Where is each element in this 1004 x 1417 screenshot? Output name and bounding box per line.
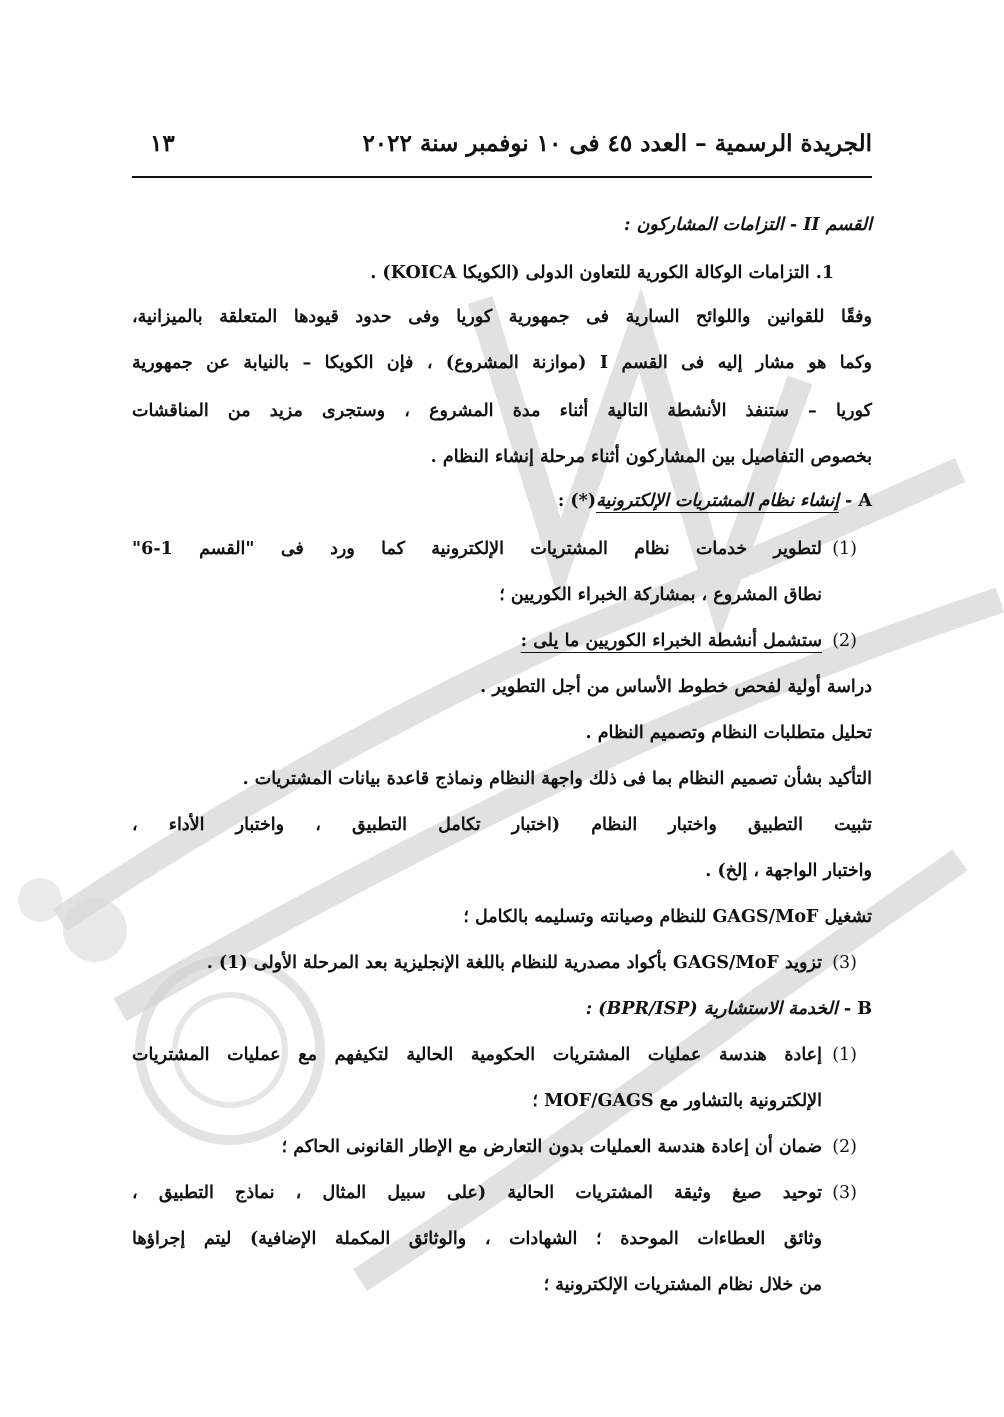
section-heading-text: القسم II - التزامات المشاركون : xyxy=(624,215,872,235)
paragraph-text: بخصوص التفاصيل بين المشاركون أثناء مرحلة إنشاء النظام . xyxy=(430,447,872,467)
list-item-text: إعادة هندسة عمليات المشتريات الحكومية الحالية لتكيفهم مع عمليات المشتريات xyxy=(132,1045,822,1065)
item-1-title xyxy=(370,258,834,288)
list-item-line xyxy=(132,1178,822,1208)
list-item-line xyxy=(132,1040,822,1070)
list-item-text: توحيد صيغ وثيقة المشتريات الحالية (على سبيل المثال ، نماذج التطبيق ، xyxy=(132,1183,822,1203)
paragraph-line xyxy=(132,348,872,378)
list-item-text: ضمان أن إعادة هندسة العمليات بدون التعارض مع الإطار القانونى الحاكم ؛ xyxy=(281,1137,822,1157)
list-number-text: (3) xyxy=(832,953,857,973)
activity-text: دراسة أولية لفحص خطوط الأساس من أجل التطوير . xyxy=(480,677,872,697)
list-number-text: (3) xyxy=(832,1183,857,1203)
header-title: الجريدة الرسمية – العدد ٤٥ فى ١٠ نوفمبر سنة ٢٠٢٢ xyxy=(362,130,872,157)
list-item-line xyxy=(499,580,822,610)
subsection-b-prefix: B - xyxy=(837,999,872,1019)
list-item-text: الإلكترونية بالتشاور مع MOF/GAGS ؛ xyxy=(532,1091,822,1111)
list-number xyxy=(832,1040,857,1070)
activity-line xyxy=(480,672,872,702)
list-item-text: تزويد GAGS/MoF بأكواد مصدرية للنظام باللغة الإنجليزية بعد المرحلة الأولى (1) . xyxy=(206,953,822,973)
header-divider xyxy=(132,176,872,178)
list-number xyxy=(832,626,857,656)
list-item-line xyxy=(132,534,822,564)
list-number xyxy=(832,948,857,978)
item-1-title-text: 1. التزامات الوكالة الكورية للتعاون الدولى (الكويكا KOICA) . xyxy=(370,263,834,283)
subsection-b-title: الخدمة الاستشارية (BPR/ISP) : xyxy=(585,999,838,1019)
paragraph-text: وفقًا للقوانين واللوائح السارية فى جمهورية كوريا وفى حدود قيودها المتعلقة بالميزانية، xyxy=(132,307,872,327)
paragraph-line xyxy=(431,442,872,472)
activity-line xyxy=(463,902,872,932)
page-number: ١٣ xyxy=(150,130,175,157)
activity-line xyxy=(705,856,872,886)
page-header xyxy=(130,126,872,166)
list-number-text: (1) xyxy=(832,539,857,559)
list-number xyxy=(832,1178,857,1208)
list-item-line xyxy=(282,1132,822,1162)
paragraph-line xyxy=(132,396,872,426)
activity-text: تشغيل GAGS/MoF للنظام وصيانته وتسليمه بالكامل ؛ xyxy=(463,907,872,927)
list-item-line xyxy=(132,1224,822,1254)
activity-line xyxy=(243,764,872,794)
subsection-a-prefix: A - xyxy=(838,491,872,511)
list-item-text: وثائق العطاءات الموحدة ؛ الشهادات ، والوثائق المكملة الإضافية) ليتم إجراؤها xyxy=(132,1229,822,1249)
list-item-text: نطاق المشروع ، بمشاركة الخبراء الكوريين ؛ xyxy=(499,585,822,605)
list-item-line xyxy=(544,1270,822,1300)
activity-text: تحليل متطلبات النظام وتصميم النظام . xyxy=(585,723,872,743)
activity-text: واختبار الواجهة ، إلخ) . xyxy=(705,861,872,881)
activity-line xyxy=(132,810,872,840)
list-number xyxy=(832,534,857,564)
subsection-a-title: إنشاء نظام المشتريات الإلكترونية xyxy=(596,491,839,511)
activity-text: التأكيد بشأن تصميم النظام بما فى ذلك واجهة النظام ونماذج قاعدة بيانات المشتريات . xyxy=(242,769,872,789)
paragraph-line xyxy=(132,302,872,332)
list-number-text: (2) xyxy=(832,1137,857,1157)
section-heading xyxy=(624,210,872,240)
paragraph-text: كوريا – ستنفذ الأنشطة التالية أثناء مدة المشروع ، وستجرى مزيد من المناقشات xyxy=(132,401,872,421)
list-item-text: ستشمل أنشطة الخبراء الكوريين ما يلى : xyxy=(520,631,822,651)
list-item-text: من خلال نظام المشتريات الإلكترونية ؛ xyxy=(543,1275,822,1295)
list-item-line xyxy=(532,1086,822,1116)
activity-line xyxy=(586,718,872,748)
list-number-text: (2) xyxy=(832,631,857,651)
activity-text: تثبيت التطبيق واختبار النظام (اختبار تكامل التطبيق ، واختبار الأداء ، xyxy=(132,815,872,835)
list-item-line xyxy=(207,948,822,978)
list-item-text: لتطوير خدمات نظام المشتريات الإلكترونية كما ورد فى "القسم 1-6" xyxy=(132,539,822,559)
subsection-b-heading xyxy=(586,994,872,1024)
subsection-a-suffix: (*) : xyxy=(557,491,597,511)
paragraph-text: وكما هو مشار إليه فى القسم I (موازنة المشروع) ، فإن الكويكا – بالنيابة عن جمهورية xyxy=(132,353,872,373)
list-item-line xyxy=(521,626,822,656)
subsection-a-heading xyxy=(558,486,872,516)
list-number xyxy=(832,1132,857,1162)
list-number-text: (1) xyxy=(832,1045,857,1065)
